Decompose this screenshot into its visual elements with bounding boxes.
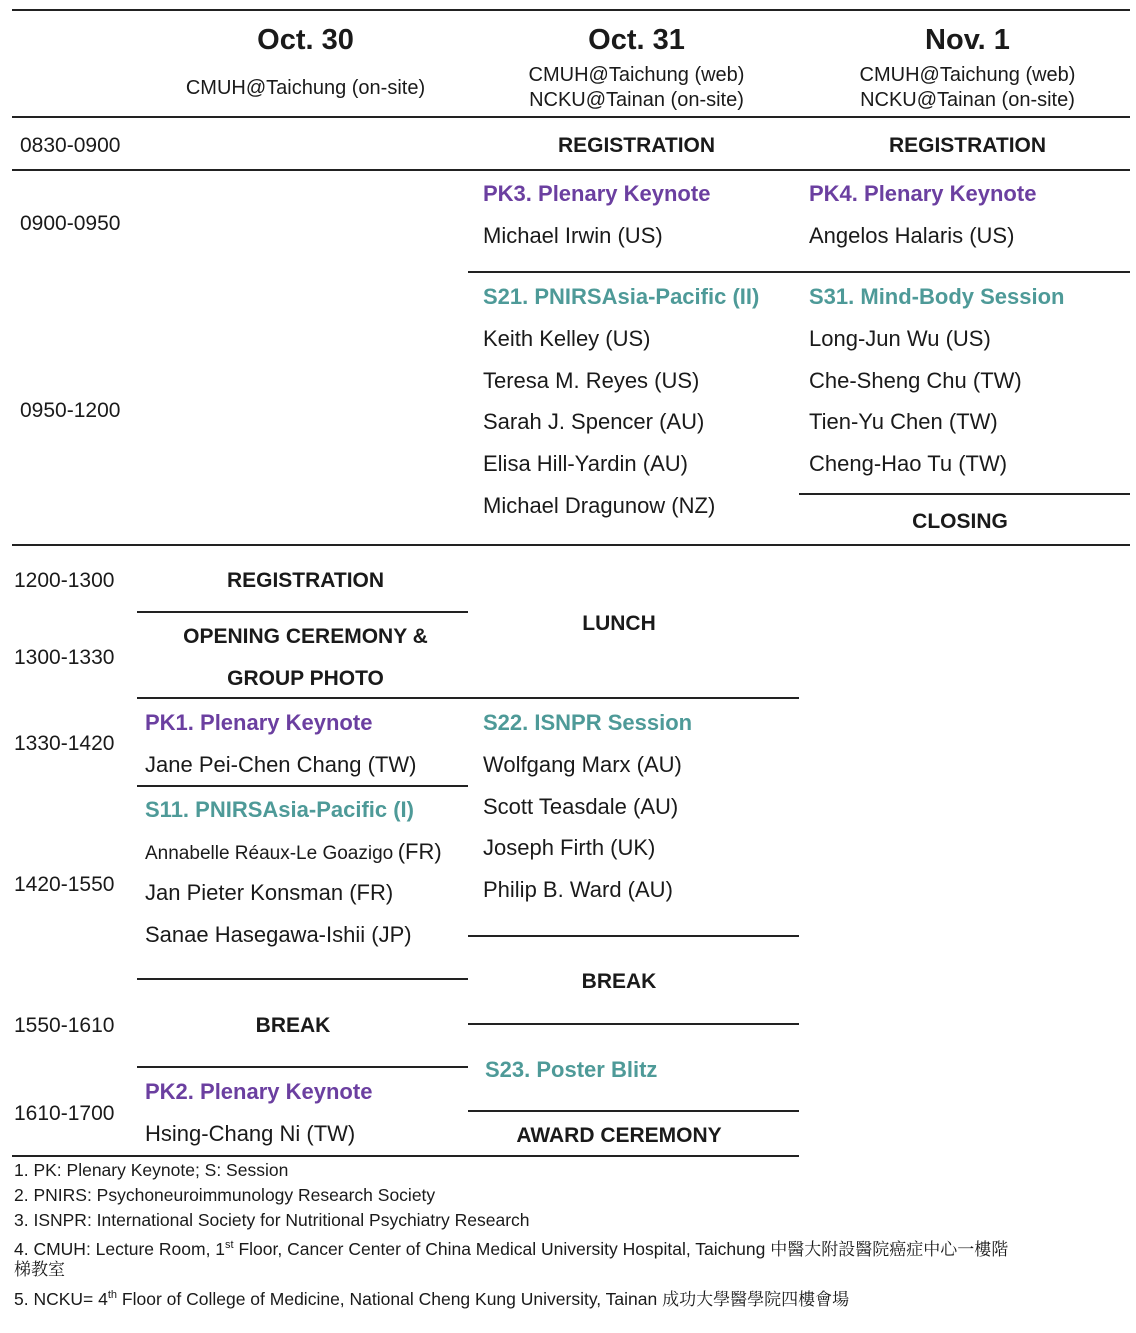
oct31-s22-speaker: Wolfgang Marx (AU) (483, 752, 682, 777)
footnote-4-cjk: 中醫大附設醫院癌症中心一樓階 (770, 1239, 1009, 1260)
oct30-s11-speaker (145, 839, 442, 865)
nov1-s31-title: S31. Mind-Body Session (809, 284, 1065, 309)
oct30-registration-rule (137, 611, 468, 613)
nov1-registration: REGISTRATION (888, 134, 1047, 157)
time-label: 0950-1200 (20, 399, 121, 422)
oct30-pk2-title: PK2. Plenary Keynote (145, 1079, 373, 1104)
nov1-closing-top-rule (799, 493, 1130, 495)
table-top-rule (12, 9, 1130, 11)
oct31-lunch: LUNCH (582, 612, 656, 635)
nov1-s31-speaker: Che-Sheng Chu (TW) (809, 368, 1022, 393)
oct30-pk2-speaker: Hsing-Chang Ni (TW) (145, 1121, 356, 1146)
header-nov1-venue-1: CMUH@Taichung (web) (859, 64, 1076, 86)
oct31-s21-title: S21. PNIRSAsia-Pacific (II) (483, 284, 760, 309)
header-oct31-venue-2: NCKU@Tainan (on-site) (529, 89, 744, 111)
header-nov1-venue-2: NCKU@Tainan (on-site) (860, 89, 1075, 111)
oct31-pk3-title: PK3. Plenary Keynote (483, 181, 711, 206)
footnote-5 (14, 1283, 849, 1313)
oct31-s21-speaker: Sarah J. Spencer (AU) (483, 409, 705, 434)
oct30-s11-title: S11. PNIRSAsia-Pacific (I) (145, 797, 414, 822)
footnote-4-sup: st (225, 1239, 234, 1251)
oct31-s22-speaker: Joseph Firth (UK) (483, 835, 656, 860)
footnote-5-text-rest: Floor of College of Medicine, National Cheng Kung University, Tainan (117, 1288, 663, 1309)
footnote-2: 2. PNIRS: Psychoneuroimmunology Research Society (14, 1185, 436, 1205)
speaker-country: (FR) (397, 839, 442, 864)
oct31-award-ceremony: AWARD CEREMONY (516, 1124, 722, 1147)
oct31-break-rule (468, 1023, 799, 1025)
footnote-5-cjk: 成功大學醫學院四樓會場 (662, 1289, 850, 1310)
time-label: 1550-1610 (14, 1014, 115, 1037)
oct30-opening-line-2: GROUP PHOTO (227, 667, 384, 690)
time-label: 0830-0900 (20, 134, 121, 157)
header-oct30-day: Oct. 30 (257, 24, 354, 56)
speaker-name: Annabelle Réaux-Le Goazigo (145, 843, 394, 864)
footnote-4-text: 4. CMUH: Lecture Room, 1 (14, 1238, 226, 1259)
oct31-s22-title: S22. ISNPR Session (483, 710, 693, 735)
oct30-s11-speaker: Sanae Hasegawa-Ishii (JP) (145, 922, 412, 947)
oct31-s22-speaker: Scott Teasdale (AU) (483, 794, 679, 819)
oct30-pk1-speaker: Jane Pei-Chen Chang (TW) (145, 752, 417, 777)
table-bottom-rule (12, 1155, 799, 1157)
footnote-5-text: 5. NCKU= 4 (14, 1288, 108, 1309)
oct31-break: BREAK (581, 970, 657, 993)
nov1-s31-speaker: Long-Jun Wu (US) (809, 326, 991, 351)
oct31-registration: REGISTRATION (557, 134, 716, 157)
footnote-1: 1. PK: Plenary Keynote; S: Session (14, 1160, 289, 1180)
time-label: 0900-0950 (20, 212, 121, 235)
oct31-pk3-rule (468, 271, 1130, 273)
footnote-4-cjk-continued: 梯教室 (14, 1260, 65, 1280)
morning-end-rule (12, 544, 1130, 546)
oct31-s23-rule (468, 1110, 799, 1112)
footnote-5-sup: th (107, 1289, 118, 1301)
header-bottom-rule (12, 116, 1130, 118)
nov1-pk4-title: PK4. Plenary Keynote (809, 181, 1037, 206)
nov1-s31-speaker: Cheng-Hao Tu (TW) (809, 451, 1008, 476)
oct31-s21-speaker: Teresa M. Reyes (US) (483, 368, 700, 393)
time-label: 1610-1700 (14, 1102, 115, 1125)
registration-row-rule (12, 169, 1130, 171)
header-oct31-day: Oct. 31 (588, 24, 685, 56)
oct30-opening-line-1: OPENING CEREMONY & (183, 625, 428, 648)
nov1-closing: CLOSING (912, 510, 1008, 533)
footnote-4-text-rest: Floor, Cancer Center of China Medical University Hospital, Taichung (233, 1238, 771, 1259)
oct31-s21-speaker: Elisa Hill-Yardin (AU) (483, 451, 688, 476)
header-nov1-day: Nov. 1 (925, 24, 1010, 56)
oct30-pk1-title: PK1. Plenary Keynote (145, 710, 373, 735)
footnote-3: 3. ISNPR: International Society for Nutritional Psychiatry Research (14, 1210, 530, 1230)
oct31-s22-speaker: Philip B. Ward (AU) (483, 877, 673, 902)
oct30-s11-speaker: Jan Pieter Konsman (FR) (145, 880, 394, 905)
oct31-s21-speaker: Michael Dragunow (NZ) (483, 493, 716, 518)
header-oct30-venue: CMUH@Taichung (on-site) (185, 77, 426, 99)
oct31-s21-speaker: Keith Kelley (US) (483, 326, 651, 351)
oct31-s22-rule (468, 935, 799, 937)
oct31-pk3-speaker: Michael Irwin (US) (483, 223, 663, 248)
oct30-break: BREAK (255, 1014, 331, 1037)
oct31-s23-title: S23. Poster Blitz (485, 1057, 658, 1082)
oct30-registration: REGISTRATION (226, 569, 385, 592)
oct30-s11-rule (137, 978, 468, 980)
nov1-s31-speaker: Tien-Yu Chen (TW) (809, 409, 998, 434)
time-label: 1300-1330 (14, 646, 115, 669)
time-label: 1200-1300 (14, 569, 115, 592)
oct30-break-rule (137, 1066, 468, 1068)
opening-rule (137, 697, 799, 699)
oct30-pk1-rule (137, 785, 468, 787)
footnote-4 (14, 1233, 1008, 1263)
nov1-pk4-speaker: Angelos Halaris (US) (809, 223, 1015, 248)
time-label: 1420-1550 (14, 873, 115, 896)
time-label: 1330-1420 (14, 732, 115, 755)
header-oct31-venue-1: CMUH@Taichung (web) (528, 64, 745, 86)
